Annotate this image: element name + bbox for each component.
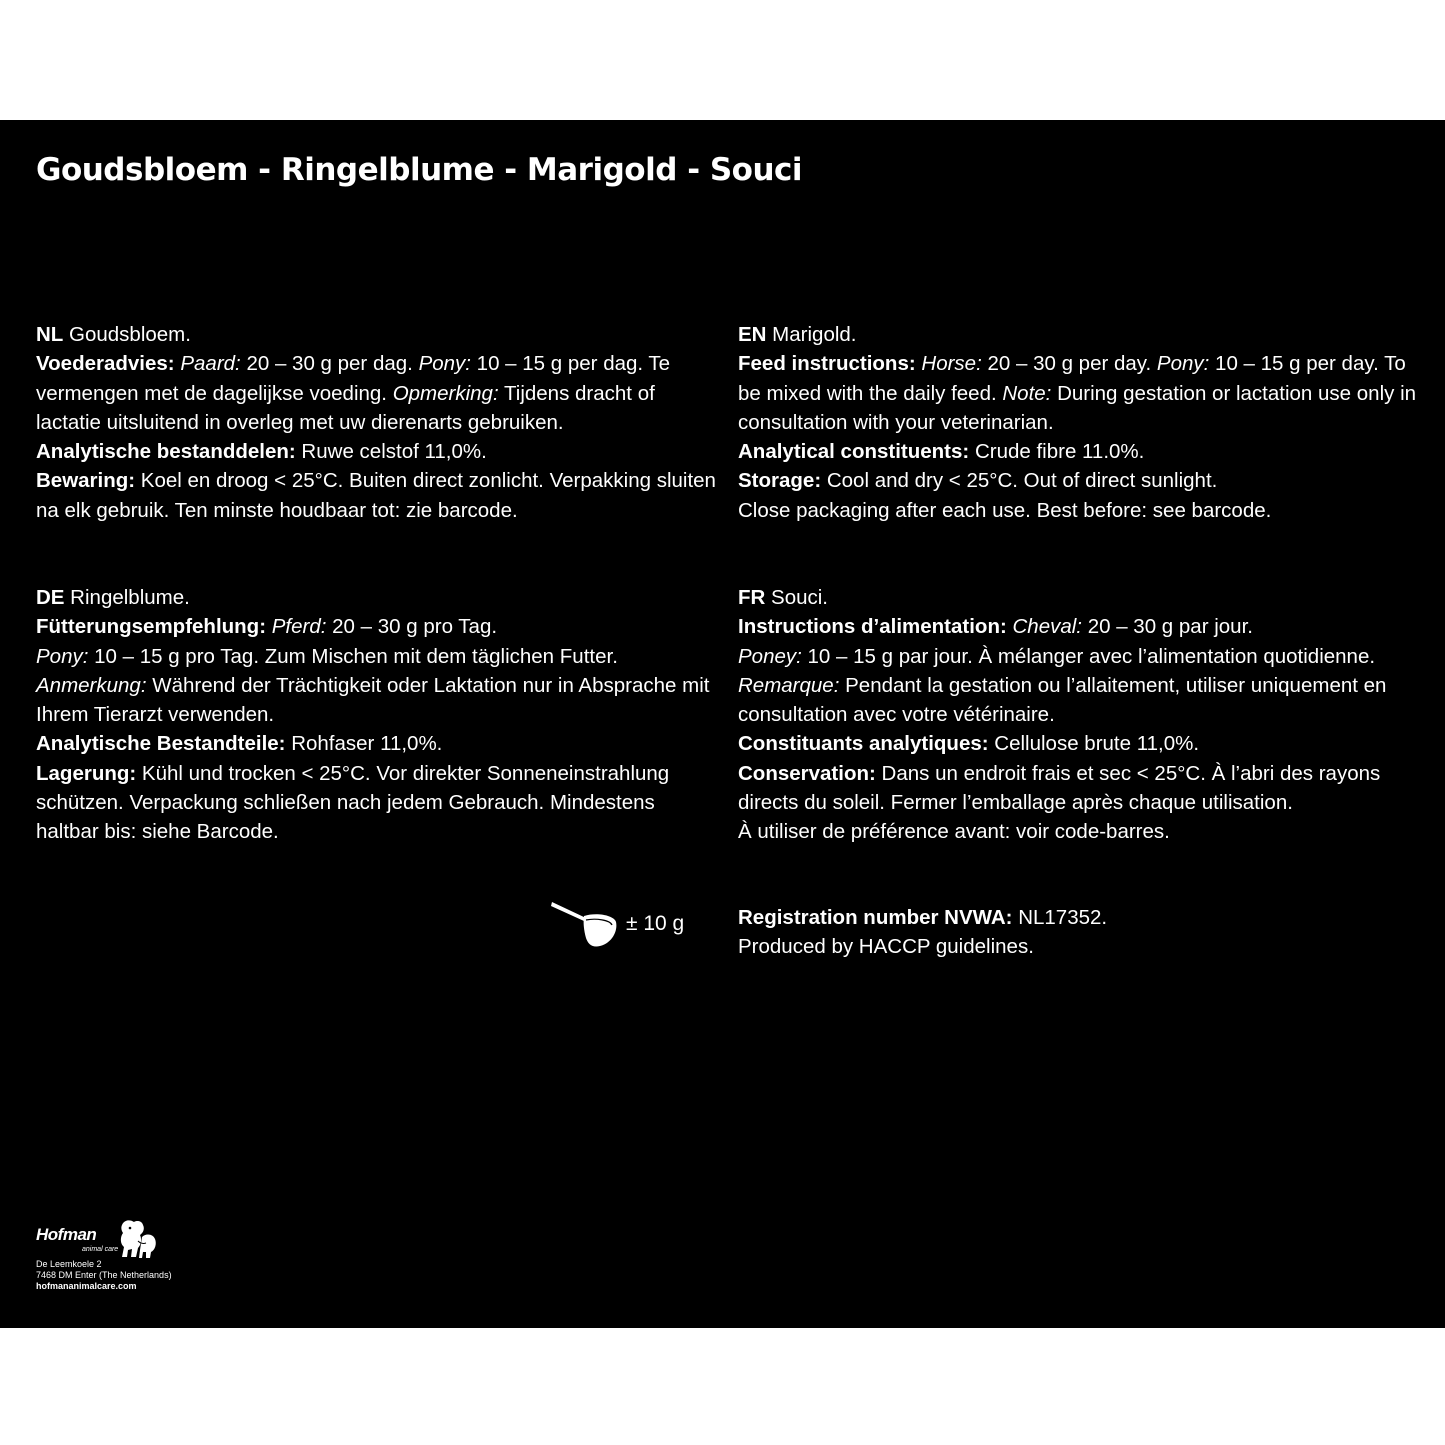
nl-note-value: Tijdens dracht of lactatie uitsluitend in overleg met uw dierenarts gebruiken. (36, 381, 655, 434)
de-pony-value: 10 – 15 g pro Tag. Zum Mischen mit dem täglichen Futter. (88, 644, 618, 668)
nl-pony-value: 10 – 15 g per dag. Te vermengen met de dagelijkse voeding. (36, 352, 671, 405)
fr-storage-label: Conservation: (738, 761, 876, 785)
fr-language-code: FR (738, 586, 766, 609)
registration-line (738, 903, 1418, 932)
fr-horse-value: 20 – 30 g par jour. (1082, 615, 1253, 639)
measuring-scoop-icon (550, 898, 620, 950)
en-pony-value: 10 – 15 g per day. To be mixed with the daily feed. (738, 352, 1406, 405)
fr-note-value: Pendant la gestation ou l’allaitement, utiliser uniquement en consultation avec votre vétérinaire. (738, 673, 1387, 727)
nl-section (36, 320, 716, 525)
nl-horse-value: 20 – 30 g per dag. (240, 352, 419, 376)
nl-storage-value: Koel en droog < 25°C. Buiten direct zonlicht. Verpakking sluiten na elk gebruik. Ten minste houdbaar tot: zie barcode. (36, 469, 716, 522)
horse-and-animals-logo-icon (116, 1217, 158, 1261)
nl-product-name: Goudsbloem. (63, 323, 191, 346)
nl-name-line (36, 320, 716, 349)
fr-feed-label: Instructions d’alimentation: (738, 615, 1007, 639)
fr-storage (738, 759, 1438, 818)
brand-name: Hofman (36, 1225, 97, 1244)
en-analytic (738, 437, 1418, 466)
scoop-amount: ± 10 g (626, 912, 685, 935)
nl-pony-label: Pony: (418, 352, 471, 376)
en-analytic-label: Analytical constituents: (738, 440, 970, 464)
en-note-value: During gestation or lactation use only in consultation with your veterinarian. (738, 381, 1417, 434)
fr-note-label: Remarque: (738, 673, 840, 697)
de-analytic (36, 729, 716, 758)
fr-analytic-value: Cellulose brute 11,0%. (988, 732, 1200, 756)
nl-analytic-value: Ruwe celstof 11,0%. (295, 440, 487, 464)
de-note-value: Während der Trächtigkeit oder Laktation nur in Absprache mit Ihrem Tierarzt verwenden. (36, 673, 710, 727)
en-storage (738, 466, 1418, 495)
en-pony-label: Pony: (1156, 352, 1210, 376)
fr-storage-value: Dans un endroit frais et sec < 25°C. À l’abri des rayons directs du soleil. Fermer l’emballage après chaque utilisation. (738, 761, 1381, 815)
fr-pony-line (738, 642, 1438, 671)
de-analytic-label: Analytische Bestandteile: (36, 732, 286, 756)
registration-value: NL17352. (1012, 906, 1108, 929)
nl-horse-label: Paard: (180, 352, 241, 376)
fr-analytic (738, 729, 1438, 758)
fr-pony-label: Poney: (738, 644, 802, 668)
product-title: Goudsbloem - Ringelblume - Marigold - Souci (36, 152, 803, 188)
de-note-label: Anmerkung: (36, 673, 147, 697)
fr-note-line (738, 671, 1438, 730)
en-storage-value: Cool and dry < 25°C. Out of direct sunlight. (821, 469, 1218, 493)
en-note-label: Note: (1002, 381, 1052, 405)
de-storage (36, 759, 716, 847)
de-horse-value: 20 – 30 g pro Tag. (326, 615, 498, 639)
address-line-1: De Leemkoele 2 (36, 1259, 102, 1269)
de-storage-value: Kühl und trocken < 25°C. Vor direkter Sonneneinstrahlung schützen. Verpackung schließen nach jedem Gebrauch. Mindestens haltbar bis: siehe Barcode. (36, 761, 670, 844)
address-line-2: 7468 DM Enter (The Netherlands) (36, 1270, 172, 1280)
en-feed-label: Feed instructions: (738, 352, 916, 376)
de-section (36, 583, 716, 847)
fr-pony-value: 10 – 15 g par jour. À mélanger avec l’alimentation quotidienne. (801, 644, 1376, 668)
de-product-name: Ringelblume. (64, 586, 190, 609)
en-language-code: EN (738, 323, 767, 346)
de-pony-label: Pony: (36, 644, 89, 668)
en-analytic-value: Crude fibre 11.0%. (969, 440, 1145, 464)
nl-note-label: Opmerking: (392, 381, 499, 405)
de-analytic-value: Rohfaser 11,0%. (285, 732, 443, 756)
nl-feed-label: Voederadvies: (36, 352, 175, 376)
fr-feed-instructions (738, 612, 1438, 641)
fr-storage-line-2: À utiliser de préférence avant: voir code-barres. (738, 820, 1170, 844)
nl-feed-instructions (36, 349, 716, 437)
de-note-line (36, 671, 716, 730)
de-pony-line (36, 642, 716, 671)
fr-product-name: Souci. (765, 586, 828, 609)
en-storage-label: Storage: (738, 469, 822, 493)
en-product-name: Marigold. (766, 323, 857, 346)
nl-language-code: NL (36, 323, 64, 346)
de-feed-label: Fütterungsempfehlung: (36, 615, 267, 639)
fr-section (738, 583, 1438, 847)
en-name-line (738, 320, 1418, 349)
nl-analytic (36, 437, 716, 466)
fr-name-line (738, 583, 1438, 612)
website-link[interactable]: hofmananimalcare.com (36, 1281, 137, 1291)
en-section (738, 320, 1418, 525)
registration-section (738, 903, 1418, 962)
brand-subtitle: animal care (82, 1246, 119, 1253)
fr-analytic-label: Constituants analytiques: (738, 732, 989, 756)
de-storage-label: Lagerung: (36, 761, 137, 785)
nl-storage (36, 466, 716, 525)
de-name-line (36, 583, 716, 612)
fr-horse-label: Cheval: (1012, 615, 1083, 639)
haccp-line: Produced by HACCP guidelines. (738, 935, 1034, 959)
de-horse-label: Pferd: (271, 615, 327, 639)
de-language-code: DE (36, 586, 65, 609)
de-feed-instructions (36, 612, 716, 641)
en-horse-label: Horse: (921, 352, 982, 376)
nl-analytic-label: Analytische bestanddelen: (36, 440, 296, 464)
nl-storage-label: Bewaring: (36, 469, 136, 493)
registration-label: Registration number NVWA: (738, 906, 1013, 929)
en-horse-value: 20 – 30 g per day. (981, 352, 1157, 376)
en-storage-line-2: Close packaging after each use. Best before: see barcode. (738, 498, 1272, 522)
en-feed-instructions (738, 349, 1418, 437)
